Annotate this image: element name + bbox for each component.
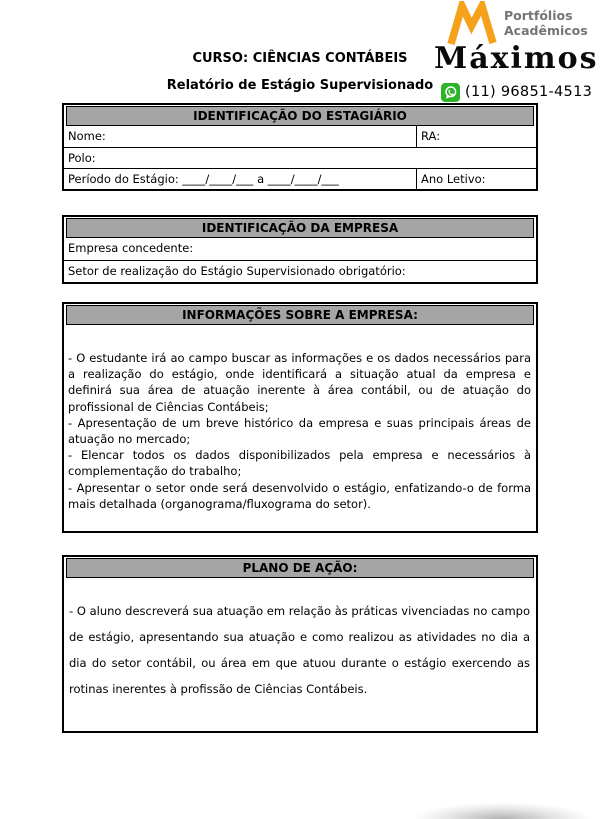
report-title: Relatório de Estágio Supervisionado [166, 78, 434, 93]
plano-body [64, 578, 536, 702]
polo-field[interactable]: Polo: [64, 147, 536, 168]
informacoes-paragraph: - O estudante irá ao campo buscar as informações e os dados necessários para a realização do estágio, onde identificará a situação atual da empresa e definirá sua área de atuação inerente à área contábil, ou de atuação do profissional de Ciências Contábeis; [68, 351, 531, 414]
table-row [64, 168, 536, 189]
brand-tagline [504, 9, 588, 38]
informacoes-table-header: INFORMAÇÕES SOBRE A EMPRESA: [66, 305, 534, 325]
whatsapp-icon [441, 83, 460, 102]
empresa-concedente-field[interactable]: Empresa concedente: [68, 241, 194, 255]
nome-field[interactable]: Nome: [68, 129, 106, 143]
brand-line-portfolios: Portfólios [504, 8, 573, 23]
plano-paragraph: - O aluno descreverá sua atuação em relação às práticas vivenciadas no campo de estágio, apresentando sua atuação e como realizou as atividades no dia a dia do setor contábil, ou área em que atuou durante o estágio exercendo as rotinas inerentes à profissão de Ciências Contábeis. [69, 604, 530, 696]
estagiario-table-header: IDENTIFICAÇÃO DO ESTAGIÁRIO [66, 106, 534, 126]
table-identificacao-estagiario [62, 103, 538, 191]
table-plano-de-acao [62, 555, 538, 733]
table-informacoes-empresa [62, 302, 538, 533]
empresa-table-header: IDENTIFICAÇÃO DA EMPRESA [66, 218, 534, 238]
informacoes-paragraph: - Apresentar o setor onde será desenvolvido o estágio, enfatizando-o de forma mais detalhada (organograma/fluxograma do setor). [68, 480, 531, 511]
brand-line-academicos: Acadêmicos [504, 22, 588, 38]
table-row [64, 126, 536, 147]
informacoes-paragraph: - Apresentação de um breve histórico da empresa e suas principais áreas de atuação no mercado; [68, 415, 531, 447]
informacoes-paragraph: - Elencar todos os dados disponibilizados pela empresa e necessários à complementação do trabalho; [68, 448, 531, 479]
plano-table-header: PLANO DE AÇÃO: [66, 558, 534, 578]
page-bottom-shadow [395, 797, 600, 819]
informacoes-body [64, 325, 536, 512]
table-identificacao-empresa [62, 215, 538, 284]
ano-letivo-field[interactable]: Ano Letivo: [416, 169, 536, 189]
brand-wordmark: Máximos [434, 41, 599, 76]
periodo-estagio-field[interactable]: Período do Estágio: ____/____/___ a ____/____/___ [68, 172, 339, 186]
course-title: CURSO: CIÊNCIAS CONTÁBEIS [192, 51, 408, 66]
ra-field[interactable]: RA: [416, 126, 536, 147]
setor-realizacao-field[interactable]: Setor de realização do Estágio Supervisionado obrigatório: [64, 260, 536, 282]
whatsapp-phone-number: (11) 96851-4513 [465, 84, 593, 100]
